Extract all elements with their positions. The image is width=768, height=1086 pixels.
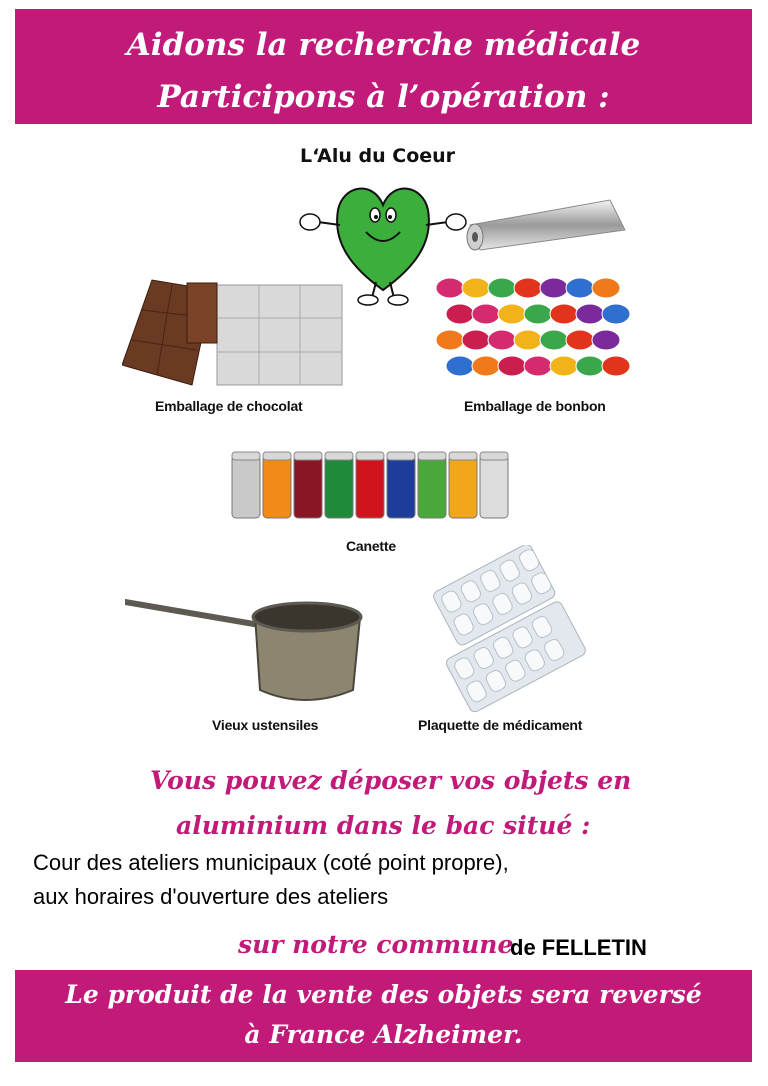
candy-wrapper: [498, 356, 526, 376]
candy-wrapper: [446, 356, 474, 376]
candy-wrapper: [462, 278, 490, 298]
candy-wrapper: [540, 278, 568, 298]
chocolate-wrapper-image: [122, 255, 347, 390]
footer-banner: [15, 970, 752, 1062]
header-line-2: Participons à l’opération :: [157, 79, 610, 115]
candy-wrapper: [488, 330, 516, 350]
soda-can: [449, 452, 477, 518]
soda-can: [387, 452, 415, 518]
candy-wrappers-image: [430, 270, 630, 390]
candy-wrapper: [498, 304, 526, 324]
soda-cans-image: [230, 448, 520, 528]
candy-wrapper: [576, 304, 604, 324]
header-line-1: Aidons la recherche médicale: [126, 27, 641, 63]
candy-wrapper: [514, 330, 542, 350]
soda-can: [480, 452, 508, 518]
candy-wrapper: [472, 304, 500, 324]
soda-can: [418, 452, 446, 518]
caption-utensils: Vieux ustensiles: [212, 717, 319, 733]
address-line-1: Cour des ateliers municipaux (coté point propre),: [33, 850, 509, 875]
caption-candy: Emballage de bonbon: [464, 398, 606, 414]
soda-can: [325, 452, 353, 518]
deposit-line-2: aluminium dans le bac situé :: [176, 811, 591, 840]
commune-name: de FELLETIN: [510, 935, 647, 960]
candy-wrapper: [488, 278, 516, 298]
deposit-line-1: Vous pouvez déposer vos objets en: [150, 766, 632, 795]
candy-wrapper: [576, 356, 604, 376]
candy-wrapper: [566, 330, 594, 350]
caption-chocolate: Emballage de chocolat: [155, 398, 303, 414]
saucepan-image: [125, 590, 365, 715]
candy-wrapper: [446, 304, 474, 324]
blister-pack-image: [418, 545, 608, 715]
candy-wrapper: [602, 304, 630, 324]
commune-italic: sur notre commune: [238, 930, 514, 959]
candy-wrapper: [436, 330, 464, 350]
header-banner: [15, 9, 752, 124]
candy-wrapper: [436, 278, 464, 298]
candy-wrapper: [602, 356, 630, 376]
candy-wrapper: [566, 278, 594, 298]
soda-can: [263, 452, 291, 518]
candy-wrapper: [592, 330, 620, 350]
candy-wrapper: [550, 304, 578, 324]
aluminium-foil-roll-icon: [460, 195, 630, 260]
logo-title: L‘Alu du Coeur: [300, 145, 456, 167]
address-line-2: aux horaires d'ouverture des ateliers: [33, 884, 389, 909]
footer-line-1: Le produit de la vente des objets sera reversé: [65, 980, 702, 1009]
candy-wrapper: [540, 330, 568, 350]
candy-wrapper: [524, 356, 552, 376]
soda-can: [356, 452, 384, 518]
candy-wrapper: [592, 278, 620, 298]
candy-wrapper: [550, 356, 578, 376]
candy-wrapper: [472, 356, 500, 376]
caption-can: Canette: [346, 538, 396, 554]
candy-wrapper: [524, 304, 552, 324]
caption-blister: Plaquette de médicament: [418, 717, 583, 733]
footer-line-2: à France Alzheimer.: [244, 1020, 523, 1049]
soda-can: [294, 452, 322, 518]
candy-wrapper: [462, 330, 490, 350]
soda-can: [232, 452, 260, 518]
candy-wrapper: [514, 278, 542, 298]
